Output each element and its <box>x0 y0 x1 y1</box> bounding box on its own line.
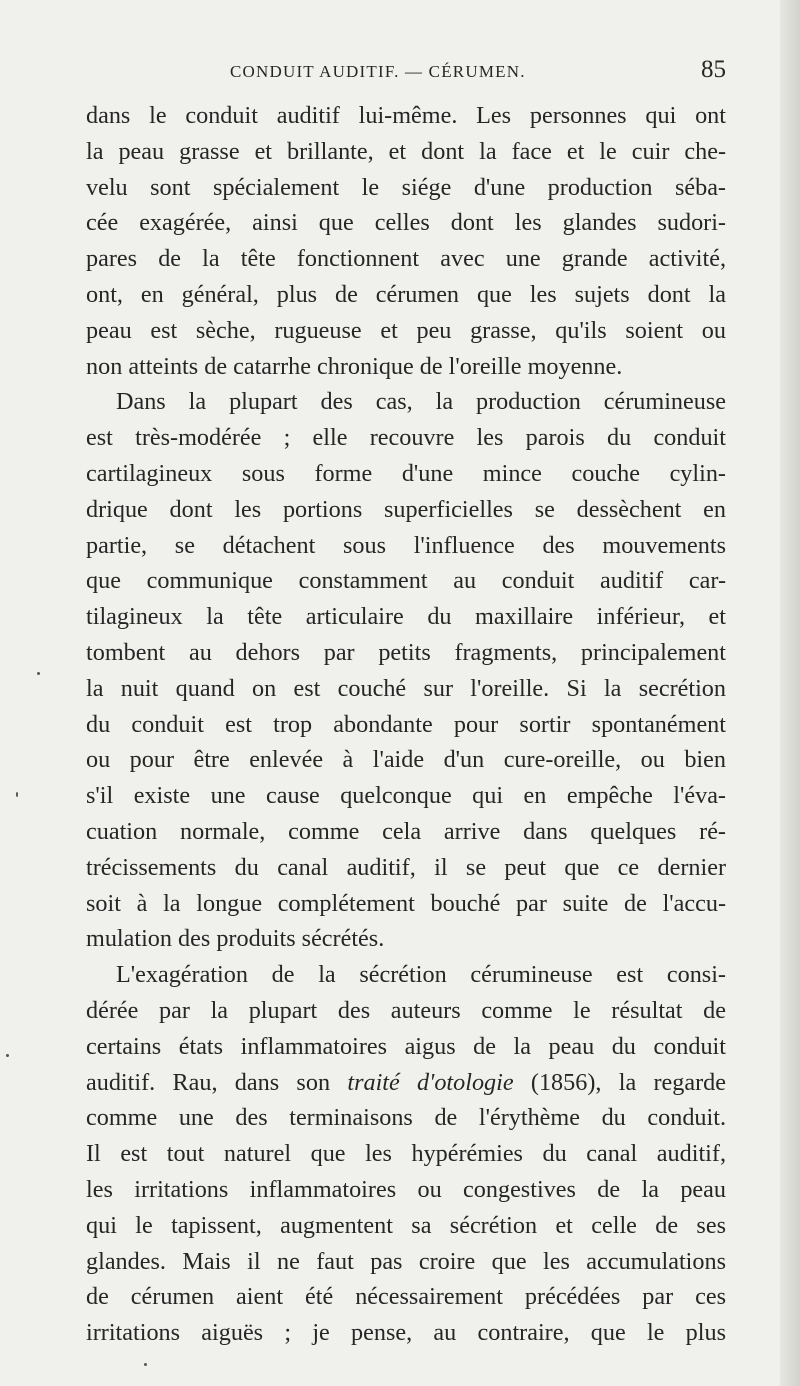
text-line: de cérumen aient été nécessairement précédées par ces <box>86 1283 726 1311</box>
text-line: non atteints de catarrhe chronique de l'oreille moyenne. <box>86 352 623 380</box>
print-speck <box>6 1054 9 1057</box>
print-speck <box>144 1363 147 1366</box>
page-header <box>86 56 726 90</box>
text-line: comme une des terminaisons de l'érythème du conduit. <box>86 1104 726 1132</box>
text-line: peau est sèche, rugueuse et peu grasse, qu'ils soient ou <box>86 316 726 344</box>
text-line: ont, en général, plus de cérumen que les sujets dont la <box>86 280 726 308</box>
print-speck <box>16 792 18 797</box>
text-line: soit à la longue complétement bouché par suite de l'accu- <box>86 889 726 917</box>
text-line: cuation normale, comme cela arrive dans quelques ré- <box>86 817 726 845</box>
text-line: irritations aiguës ; je pense, au contraire, que le plus <box>86 1319 726 1347</box>
running-head: CONDUIT AUDITIF. — CÉRUMEN. <box>230 62 526 81</box>
text-line: la nuit quand on est couché sur l'oreille. Si la secrétion <box>86 674 726 702</box>
text-line: mulation des produits sécrétés. <box>86 925 385 953</box>
text-line: auditif. Rau, dans son traité d'otologie (1856), la regarde <box>86 1068 726 1096</box>
text-line: dérée par la plupart des auteurs comme le résultat de <box>86 996 726 1024</box>
paragraph <box>86 384 726 957</box>
text-line: drique dont les portions superficielles se dessèchent en <box>86 495 726 523</box>
page-edge-shadow <box>780 0 800 1386</box>
paragraph <box>86 957 726 1351</box>
text-line: ou pour être enlevée à l'aide d'un cure-oreille, ou bien <box>86 746 726 774</box>
text-line: Dans la plupart des cas, la production cérumineuse <box>116 388 726 416</box>
text-line: velu sont spécialement le siége d'une production séba- <box>86 173 726 201</box>
text-line: s'il existe une cause quelconque qui en empêche l'éva- <box>86 782 726 810</box>
body-text <box>86 98 726 1351</box>
text-line: est très-modérée ; elle recouvre les parois du conduit <box>86 424 726 452</box>
text-line: cée exagérée, ainsi que celles dont les glandes sudori- <box>86 209 726 237</box>
text-line: dans le conduit auditif lui-même. Les personnes qui ont <box>86 102 726 129</box>
text-line: certains états inflammatoires aigus de la peau du conduit <box>86 1032 726 1060</box>
paragraph <box>86 98 726 384</box>
text-line: pares de la tête fonctionnent avec une grande activité, <box>86 245 726 273</box>
text-line: partie, se détachent sous l'influence des mouvements <box>86 531 726 559</box>
text-line: cartilagineux sous forme d'une mince couche cylin- <box>86 459 726 487</box>
text-line: trécissements du canal auditif, il se peut que ce dernier <box>86 853 726 881</box>
text-line: Il est tout naturel que les hypérémies du canal auditif, <box>86 1140 726 1168</box>
text-line: tombent au dehors par petits fragments, principalement <box>86 638 726 666</box>
text-line: glandes. Mais il ne faut pas croire que les accumulations <box>86 1247 726 1275</box>
text-line: qui le tapissent, augmentent sa sécrétion et celle de ses <box>86 1211 726 1239</box>
text-line: tilagineux la tête articulaire du maxillaire inférieur, et <box>86 603 726 631</box>
text-line: L'exagération de la sécrétion cérumineuse est consi- <box>116 961 726 989</box>
text-line: la peau grasse et brillante, et dont la face et le cuir che- <box>86 137 726 165</box>
print-speck <box>37 672 40 675</box>
book-title-italic: traité d'otologie <box>347 1068 514 1096</box>
page-number: 85 <box>701 56 726 83</box>
text-line: les irritations inflammatoires ou congestives de la peau <box>86 1175 726 1203</box>
text-line: que communique constamment au conduit auditif car- <box>86 567 726 595</box>
text-line: du conduit est trop abondante pour sortir spontanément <box>86 710 726 738</box>
